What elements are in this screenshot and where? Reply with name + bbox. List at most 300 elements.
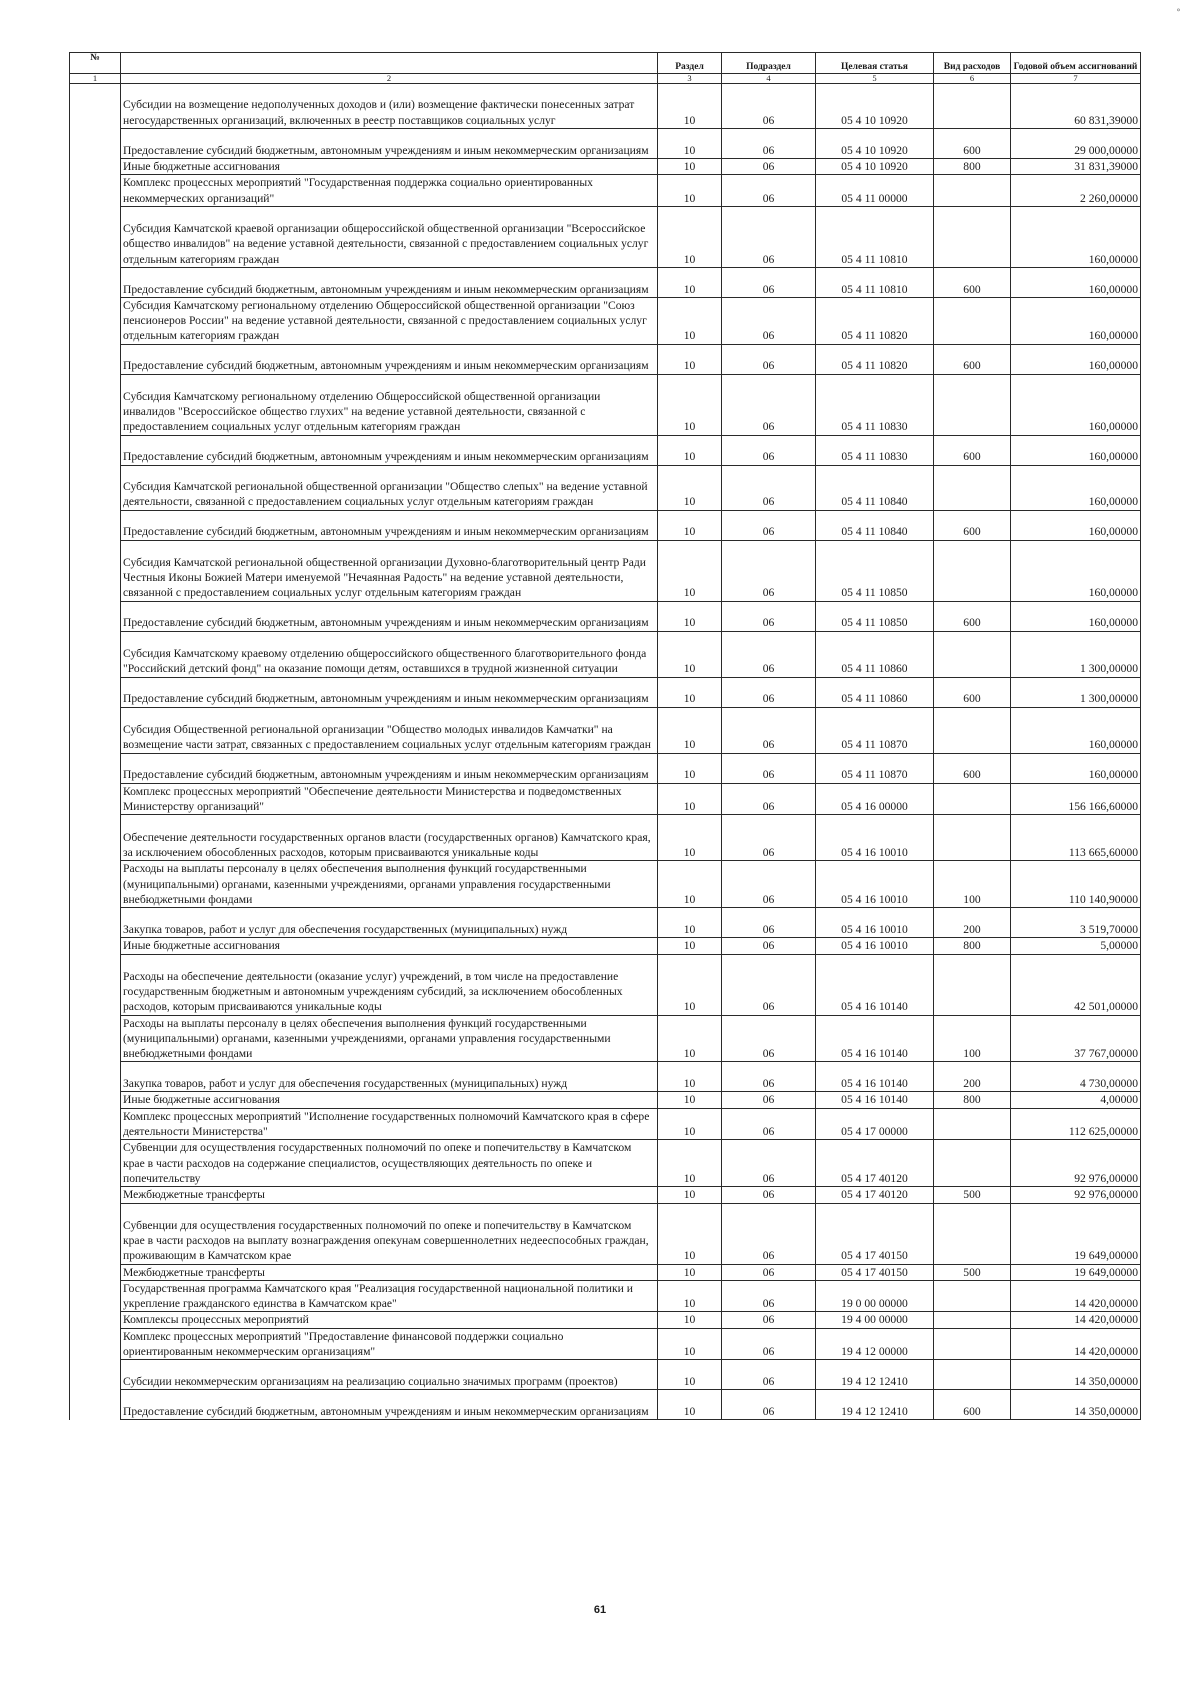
table-row: [70, 1062, 1141, 1092]
row-name: Предоставление субсидий бюджетным, автономным учреждениям и иным некоммерческим организациям: [121, 677, 658, 707]
row-celevaya: 05 4 11 10830: [816, 435, 934, 465]
row-podrazdel: 06: [722, 783, 816, 815]
table-row: [70, 908, 1141, 938]
row-celevaya: 05 4 11 10870: [816, 707, 934, 753]
table-row: [70, 1187, 1141, 1203]
row-name: Предоставление субсидий бюджетным, автономным учреждениям и иным некоммерческим организациям: [121, 344, 658, 374]
row-amount: 29 000,00000: [1011, 129, 1141, 159]
row-razdel: 10: [658, 707, 722, 753]
row-podrazdel: 06: [722, 1108, 816, 1140]
row-amount: 14 420,00000: [1011, 1328, 1141, 1360]
row-razdel: 10: [658, 374, 722, 435]
row-vid: 100: [934, 1015, 1011, 1062]
row-razdel: 10: [658, 1187, 722, 1203]
row-celevaya: 19 4 12 12410: [816, 1390, 934, 1420]
row-podrazdel: 06: [722, 206, 816, 267]
row-num-cell: [70, 1140, 121, 1187]
header-number: 4: [722, 74, 816, 84]
row-celevaya: 19 4 12 12410: [816, 1360, 934, 1390]
row-amount: 160,00000: [1011, 435, 1141, 465]
row-amount: 5,00000: [1011, 938, 1141, 954]
row-name: Закупка товаров, работ и услуг для обеспечения государственных (муниципальных) нужд: [121, 1062, 658, 1092]
row-vid: 800: [934, 159, 1011, 175]
row-amount: 19 649,00000: [1011, 1264, 1141, 1280]
table-row: [70, 159, 1141, 175]
row-podrazdel: 06: [722, 435, 816, 465]
row-num-cell: [70, 374, 121, 435]
row-podrazdel: 06: [722, 677, 816, 707]
header-name: [121, 53, 658, 74]
row-razdel: 10: [658, 1328, 722, 1360]
header-vid: Вид расходов: [934, 53, 1011, 74]
row-num-cell: [70, 1187, 121, 1203]
row-num-cell: [70, 344, 121, 374]
row-razdel: 10: [658, 815, 722, 861]
row-amount: 160,00000: [1011, 465, 1141, 510]
table-row: [70, 1092, 1141, 1108]
row-vid: [934, 297, 1011, 344]
row-razdel: 10: [658, 540, 722, 601]
row-razdel: 10: [658, 1108, 722, 1140]
row-name: Расходы на выплаты персоналу в целях обеспечения выполнения функций государственными (муниципальными) органами, казенными учреждениями, органами управления государственными внебюджетными фондами: [121, 1015, 658, 1062]
row-amount: 14 350,00000: [1011, 1360, 1141, 1390]
row-razdel: 10: [658, 1015, 722, 1062]
row-num-cell: [70, 631, 121, 677]
table-row: [70, 1360, 1141, 1390]
row-razdel: 10: [658, 435, 722, 465]
row-razdel: 10: [658, 175, 722, 207]
row-amount: 37 767,00000: [1011, 1015, 1141, 1062]
row-razdel: 10: [658, 206, 722, 267]
row-amount: 160,00000: [1011, 753, 1141, 783]
row-podrazdel: 06: [722, 297, 816, 344]
table-row: [70, 1328, 1141, 1360]
row-num-cell: [70, 465, 121, 510]
row-amount: 1 300,00000: [1011, 677, 1141, 707]
row-name: Субвенции для осуществления государственных полномочий по опеке и попечительству в Камчатском крае в части расходов на выплату вознаграждения опекунам совершеннолетних недееспособных граждан, проживающим в Камчатском крае: [121, 1203, 658, 1264]
row-vid: 800: [934, 1092, 1011, 1108]
row-vid: 500: [934, 1264, 1011, 1280]
row-podrazdel: 06: [722, 1328, 816, 1360]
row-podrazdel: 06: [722, 1092, 816, 1108]
row-vid: [934, 374, 1011, 435]
row-celevaya: 05 4 17 40150: [816, 1264, 934, 1280]
row-razdel: 10: [658, 129, 722, 159]
row-celevaya: 05 4 16 10140: [816, 1092, 934, 1108]
row-name: Предоставление субсидий бюджетным, автономным учреждениям и иным некоммерческим организациям: [121, 129, 658, 159]
row-celevaya: 05 4 11 10860: [816, 631, 934, 677]
row-num-cell: [70, 938, 121, 954]
row-podrazdel: 06: [722, 861, 816, 908]
row-num-cell: [70, 861, 121, 908]
header-num: №: [70, 53, 121, 74]
table-row: [70, 677, 1141, 707]
row-vid: 600: [934, 435, 1011, 465]
row-name: Комплекс процессных мероприятий "Предоставление финансовой поддержки социально ориентированным некоммерческим организациям": [121, 1328, 658, 1360]
table-row: [70, 344, 1141, 374]
row-amount: 19 649,00000: [1011, 1203, 1141, 1264]
row-podrazdel: 06: [722, 1062, 816, 1092]
row-celevaya: 05 4 16 10140: [816, 1015, 934, 1062]
row-vid: [934, 631, 1011, 677]
corner-mark: ∘: [1176, 5, 1181, 16]
row-num-cell: [70, 815, 121, 861]
table-row: [70, 510, 1141, 540]
row-amount: 31 831,39000: [1011, 159, 1141, 175]
row-razdel: 10: [658, 510, 722, 540]
table-row: [70, 540, 1141, 601]
table-row: [70, 631, 1141, 677]
row-razdel: 10: [658, 1280, 722, 1312]
row-celevaya: 05 4 16 10010: [816, 938, 934, 954]
row-amount: 160,00000: [1011, 601, 1141, 631]
row-celevaya: 05 4 16 10010: [816, 861, 934, 908]
row-celevaya: 05 4 16 10140: [816, 1062, 934, 1092]
table-row: [70, 1015, 1141, 1062]
row-razdel: 10: [658, 1092, 722, 1108]
row-vid: [934, 84, 1011, 129]
row-celevaya: 05 4 17 00000: [816, 1108, 934, 1140]
row-podrazdel: 06: [722, 908, 816, 938]
row-vid: 600: [934, 267, 1011, 297]
row-num-cell: [70, 1092, 121, 1108]
row-name: Комплекс процессных мероприятий "Исполнение государственных полномочий Камчатского края в сфере деятельности Министерства": [121, 1108, 658, 1140]
table-row: [70, 753, 1141, 783]
row-podrazdel: 06: [722, 815, 816, 861]
row-vid: 100: [934, 861, 1011, 908]
table-row: [70, 1390, 1141, 1420]
row-name: Иные бюджетные ассигнования: [121, 159, 658, 175]
page-number: 61: [593, 1604, 607, 1616]
row-name: Обеспечение деятельности государственных органов власти (государственных органов) Камчатского края, за исключением обособленных расходов, которым присваиваются уникальные коды: [121, 815, 658, 861]
row-razdel: 10: [658, 465, 722, 510]
row-vid: [934, 1312, 1011, 1328]
row-name: Предоставление субсидий бюджетным, автономным учреждениям и иным некоммерческим организациям: [121, 435, 658, 465]
row-celevaya: 05 4 16 10010: [816, 908, 934, 938]
row-podrazdel: 06: [722, 267, 816, 297]
row-name: Субсидия Общественной региональной организации "Общество молодых инвалидов Камчатки" на возмещение части затрат, связанных с предоставлением социальных услуг отдельным категориям граждан: [121, 707, 658, 753]
table-row: [70, 374, 1141, 435]
header-number: 7: [1011, 74, 1141, 84]
row-razdel: 10: [658, 1390, 722, 1420]
row-celevaya: 05 4 10 10920: [816, 84, 934, 129]
row-celevaya: 05 4 16 00000: [816, 783, 934, 815]
row-podrazdel: 06: [722, 129, 816, 159]
table-row: [70, 815, 1141, 861]
row-vid: [934, 707, 1011, 753]
row-amount: 160,00000: [1011, 374, 1141, 435]
row-razdel: 10: [658, 1360, 722, 1390]
row-razdel: 10: [658, 677, 722, 707]
row-podrazdel: 06: [722, 1312, 816, 1328]
table-row: [70, 938, 1141, 954]
row-podrazdel: 06: [722, 374, 816, 435]
row-num-cell: [70, 753, 121, 783]
row-name: Государственная программа Камчатского края "Реализация государственной национальной политики и укрепление гражданского единства в Камчатском крае": [121, 1280, 658, 1312]
row-celevaya: 19 4 00 00000: [816, 1312, 934, 1328]
row-num-cell: [70, 1015, 121, 1062]
row-vid: [934, 1140, 1011, 1187]
row-celevaya: 19 0 00 00000: [816, 1280, 934, 1312]
row-podrazdel: 06: [722, 175, 816, 207]
row-amount: 4 730,00000: [1011, 1062, 1141, 1092]
row-num-cell: [70, 175, 121, 207]
row-amount: 160,00000: [1011, 267, 1141, 297]
row-amount: 14 420,00000: [1011, 1312, 1141, 1328]
row-num-cell: [70, 84, 121, 129]
row-vid: [934, 1108, 1011, 1140]
row-amount: 160,00000: [1011, 297, 1141, 344]
row-amount: 160,00000: [1011, 344, 1141, 374]
row-num-cell: [70, 1280, 121, 1312]
row-name: Межбюджетные трансферты: [121, 1264, 658, 1280]
row-celevaya: 05 4 11 10850: [816, 540, 934, 601]
row-podrazdel: 06: [722, 1264, 816, 1280]
table-row: [70, 954, 1141, 1015]
row-podrazdel: 06: [722, 1187, 816, 1203]
table-row: [70, 1280, 1141, 1312]
row-amount: 110 140,90000: [1011, 861, 1141, 908]
header-number-row: [70, 74, 1141, 84]
row-vid: [934, 1280, 1011, 1312]
table-row: [70, 267, 1141, 297]
row-name: Предоставление субсидий бюджетным, автономным учреждениям и иным некоммерческим организациям: [121, 1390, 658, 1420]
row-podrazdel: 06: [722, 510, 816, 540]
row-vid: [934, 783, 1011, 815]
row-num-cell: [70, 540, 121, 601]
row-celevaya: 05 4 17 40150: [816, 1203, 934, 1264]
row-celevaya: 05 4 11 10830: [816, 374, 934, 435]
row-vid: 600: [934, 129, 1011, 159]
row-amount: 160,00000: [1011, 540, 1141, 601]
row-name: Комплекс процессных мероприятий "Обеспечение деятельности Министерства и подведомственных Министерству организаций": [121, 783, 658, 815]
row-num-cell: [70, 267, 121, 297]
row-amount: 60 831,39000: [1011, 84, 1141, 129]
row-amount: 113 665,60000: [1011, 815, 1141, 861]
row-num-cell: [70, 1390, 121, 1420]
table-row: [70, 84, 1141, 129]
row-vid: 600: [934, 1390, 1011, 1420]
row-num-cell: [70, 510, 121, 540]
header-number: 6: [934, 74, 1011, 84]
header-number: 1: [70, 74, 121, 84]
row-podrazdel: 06: [722, 1280, 816, 1312]
row-celevaya: 05 4 11 10850: [816, 601, 934, 631]
row-num-cell: [70, 1264, 121, 1280]
header-celevaya: Целевая статья: [816, 53, 934, 74]
table-row: [70, 1108, 1141, 1140]
row-razdel: 10: [658, 938, 722, 954]
row-amount: 112 625,00000: [1011, 1108, 1141, 1140]
table-row: [70, 175, 1141, 207]
row-celevaya: 05 4 16 10010: [816, 815, 934, 861]
row-podrazdel: 06: [722, 707, 816, 753]
row-name: Субвенции для осуществления государственных полномочий по опеке и попечительству в Камчатском крае в части расходов на содержание специалистов, осуществляющих деятельность по опеке и попечительству: [121, 1140, 658, 1187]
row-celevaya: 19 4 12 00000: [816, 1328, 934, 1360]
header-godovoy: Годовой объем ассигнований: [1011, 53, 1141, 74]
row-num-cell: [70, 707, 121, 753]
row-vid: 200: [934, 1062, 1011, 1092]
row-num-cell: [70, 1108, 121, 1140]
row-vid: 600: [934, 753, 1011, 783]
row-celevaya: 05 4 10 10920: [816, 159, 934, 175]
row-name: Иные бюджетные ассигнования: [121, 938, 658, 954]
header-podrazdel: Подраздел: [722, 53, 816, 74]
row-num-cell: [70, 1360, 121, 1390]
row-razdel: 10: [658, 861, 722, 908]
row-razdel: 10: [658, 297, 722, 344]
row-razdel: 10: [658, 601, 722, 631]
row-vid: [934, 206, 1011, 267]
row-podrazdel: 06: [722, 938, 816, 954]
row-amount: 14 420,00000: [1011, 1280, 1141, 1312]
row-vid: [934, 1203, 1011, 1264]
row-name: Комплексы процессных мероприятий: [121, 1312, 658, 1328]
row-amount: 160,00000: [1011, 510, 1141, 540]
row-podrazdel: 06: [722, 344, 816, 374]
row-vid: 600: [934, 601, 1011, 631]
row-podrazdel: 06: [722, 753, 816, 783]
table-row: [70, 1312, 1141, 1328]
row-name: Субсидия Камчатской региональной общественной организации Духовно-благотворительный центр Ради Честныя Иконы Божией Матери именуемой "Нечаянная Радость" на ведение уставной деятельности, связанной с предоставлением социальных услуг отдельным категориям граждан: [121, 540, 658, 601]
row-vid: 500: [934, 1187, 1011, 1203]
row-num-cell: [70, 1328, 121, 1360]
row-num-cell: [70, 206, 121, 267]
row-vid: [934, 1360, 1011, 1390]
table-row: [70, 435, 1141, 465]
header-number: 2: [121, 74, 658, 84]
row-amount: 2 260,00000: [1011, 175, 1141, 207]
row-razdel: 10: [658, 267, 722, 297]
row-razdel: 10: [658, 1312, 722, 1328]
row-vid: [934, 465, 1011, 510]
row-name: Расходы на выплаты персоналу в целях обеспечения выполнения функций государственными (муниципальными) органами, казенными учреждениями, органами управления государственными внебюджетными фондами: [121, 861, 658, 908]
row-podrazdel: 06: [722, 465, 816, 510]
row-vid: 600: [934, 510, 1011, 540]
row-vid: [934, 954, 1011, 1015]
row-celevaya: 05 4 11 10810: [816, 267, 934, 297]
row-amount: 160,00000: [1011, 707, 1141, 753]
row-razdel: 10: [658, 84, 722, 129]
row-name: Субсидии некоммерческим организациям на реализацию социально значимых программ (проектов): [121, 1360, 658, 1390]
table-row: [70, 601, 1141, 631]
row-name: Иные бюджетные ассигнования: [121, 1092, 658, 1108]
row-vid: 200: [934, 908, 1011, 938]
table-row: [70, 707, 1141, 753]
budget-table: [69, 52, 1141, 1420]
row-celevaya: 05 4 11 10820: [816, 297, 934, 344]
row-name: Субсидия Камчатскому региональному отделению Общероссийской общественной организации инвалидов "Всероссийское общество глухих" на ведение уставной деятельности, связанной с предоставлением социальных услуг отдельным категориям граждан: [121, 374, 658, 435]
row-razdel: 10: [658, 1140, 722, 1187]
row-name: Комплекс процессных мероприятий "Государственная поддержка социально ориентированных некоммерческих организаций": [121, 175, 658, 207]
row-name: Расходы на обеспечение деятельности (оказание услуг) учреждений, в том числе на предоставление государственным бюджетным и автономным учреждениям субсидий, за исключением обособленных расходов, которым присваиваются уникальные коды: [121, 954, 658, 1015]
row-num-cell: [70, 159, 121, 175]
header-number: 3: [658, 74, 722, 84]
row-name: Субсидия Камчатскому краевому отделению общероссийского общественного благотворительного фонда "Российский детский фонд" на оказание помощи детям, оставшихся в трудной жизненной ситуации: [121, 631, 658, 677]
row-amount: 14 350,00000: [1011, 1390, 1141, 1420]
row-vid: [934, 175, 1011, 207]
row-vid: 600: [934, 344, 1011, 374]
row-num-cell: [70, 783, 121, 815]
row-celevaya: 05 4 11 10840: [816, 465, 934, 510]
row-name: Субсидия Камчатской региональной общественной организации "Общество слепых" на ведение уставной деятельности, связанной с предоставлением социальных услуг отдельным категориям граждан: [121, 465, 658, 510]
row-name: Субсидия Камчатскому региональному отделению Общероссийской общественной организации "Союз пенсионеров России" на ведение уставной деятельности, связанной с предоставлением социальных услуг отдельным категориям граждан: [121, 297, 658, 344]
row-name: Предоставление субсидий бюджетным, автономным учреждениям и иным некоммерческим организациям: [121, 267, 658, 297]
row-name: Субсидия Камчатской краевой организации общероссийской общественной организации "Всероссийское общество инвалидов" на ведение уставной деятельности, связанной с предоставлением социальных услуг отдельным категориям граждан: [121, 206, 658, 267]
row-num-cell: [70, 297, 121, 344]
row-podrazdel: 06: [722, 601, 816, 631]
row-razdel: 10: [658, 344, 722, 374]
row-name: Межбюджетные трансферты: [121, 1187, 658, 1203]
row-razdel: 10: [658, 753, 722, 783]
row-amount: 1 300,00000: [1011, 631, 1141, 677]
table-row: [70, 1140, 1141, 1187]
row-amount: 92 976,00000: [1011, 1140, 1141, 1187]
table-row: [70, 1264, 1141, 1280]
row-name: Субсидии на возмещение недополученных доходов и (или) возмещение фактически понесенных затрат негосударственных организаций, включенных в реестр поставщиков социальных услуг: [121, 84, 658, 129]
row-podrazdel: 06: [722, 1203, 816, 1264]
row-num-cell: [70, 435, 121, 465]
row-celevaya: 05 4 11 10840: [816, 510, 934, 540]
row-podrazdel: 06: [722, 1140, 816, 1187]
table-row: [70, 206, 1141, 267]
row-podrazdel: 06: [722, 84, 816, 129]
row-razdel: 10: [658, 783, 722, 815]
row-celevaya: 05 4 16 10140: [816, 954, 934, 1015]
row-podrazdel: 06: [722, 1390, 816, 1420]
header-number: 5: [816, 74, 934, 84]
row-razdel: 10: [658, 1203, 722, 1264]
row-num-cell: [70, 1062, 121, 1092]
row-podrazdel: 06: [722, 159, 816, 175]
row-name: Предоставление субсидий бюджетным, автономным учреждениям и иным некоммерческим организациям: [121, 510, 658, 540]
row-celevaya: 05 4 11 00000: [816, 175, 934, 207]
row-podrazdel: 06: [722, 1015, 816, 1062]
row-amount: 92 976,00000: [1011, 1187, 1141, 1203]
row-podrazdel: 06: [722, 540, 816, 601]
row-celevaya: 05 4 11 10820: [816, 344, 934, 374]
row-razdel: 10: [658, 631, 722, 677]
table-row: [70, 861, 1141, 908]
row-num-cell: [70, 1203, 121, 1264]
row-num-cell: [70, 601, 121, 631]
row-amount: 160,00000: [1011, 206, 1141, 267]
row-razdel: 10: [658, 159, 722, 175]
header-row: [70, 53, 1141, 74]
row-podrazdel: 06: [722, 1360, 816, 1390]
table-row: [70, 783, 1141, 815]
row-name: Закупка товаров, работ и услуг для обеспечения государственных (муниципальных) нужд: [121, 908, 658, 938]
table-row: [70, 1203, 1141, 1264]
row-razdel: 10: [658, 908, 722, 938]
header-razdel: Раздел: [658, 53, 722, 74]
row-num-cell: [70, 677, 121, 707]
row-vid: 600: [934, 677, 1011, 707]
row-name: Предоставление субсидий бюджетным, автономным учреждениям и иным некоммерческим организациям: [121, 753, 658, 783]
row-podrazdel: 06: [722, 954, 816, 1015]
row-razdel: 10: [658, 954, 722, 1015]
row-vid: 800: [934, 938, 1011, 954]
row-num-cell: [70, 954, 121, 1015]
row-celevaya: 05 4 11 10810: [816, 206, 934, 267]
row-amount: 42 501,00000: [1011, 954, 1141, 1015]
row-amount: 3 519,70000: [1011, 908, 1141, 938]
row-amount: 156 166,60000: [1011, 783, 1141, 815]
row-razdel: 10: [658, 1264, 722, 1280]
row-num-cell: [70, 908, 121, 938]
row-celevaya: 05 4 11 10860: [816, 677, 934, 707]
table-row: [70, 129, 1141, 159]
